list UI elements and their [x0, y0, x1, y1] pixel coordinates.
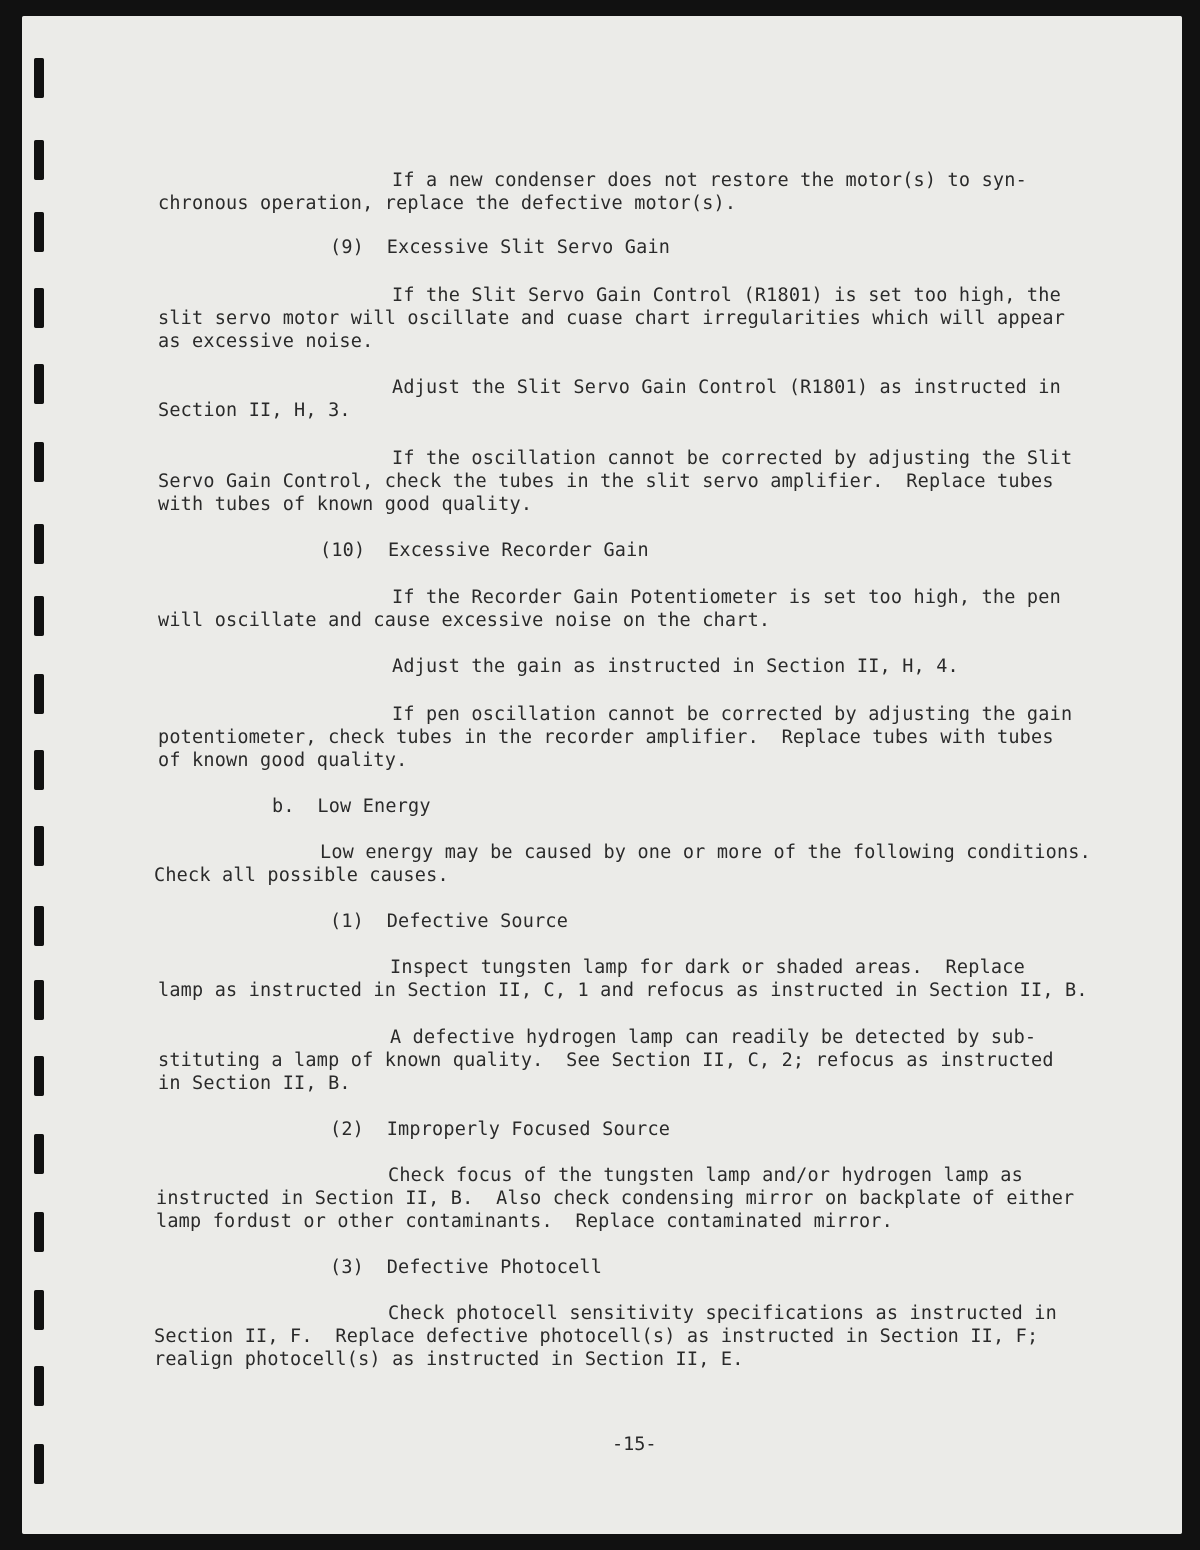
- text-line: Check focus of the tungsten lamp and/or hydrogen lamp as: [388, 1165, 1023, 1186]
- binding-hole: [34, 750, 44, 790]
- text-line: If the oscillation cannot be corrected by adjusting the Slit: [392, 448, 1073, 469]
- binding-hole: [34, 1366, 44, 1406]
- text-line: realign photocell(s) as instructed in Section II, E.: [154, 1349, 744, 1370]
- text-line: potentiometer, check tubes in the recorder amplifier. Replace tubes with tubes: [158, 727, 1054, 748]
- text-line: lamp as instructed in Section II, C, 1 and refocus as instructed in Section II, B.: [158, 980, 1088, 1001]
- section-heading: (3) Defective Photocell: [330, 1257, 603, 1278]
- binding-hole: [34, 1212, 44, 1252]
- text-line: chronous operation, replace the defective motor(s).: [158, 193, 737, 214]
- binding-hole: [34, 1134, 44, 1174]
- text-line: slit servo motor will oscillate and cuase chart irregularities which will appear: [158, 308, 1066, 329]
- text-line: instructed in Section II, B. Also check condensing mirror on backplate of either: [156, 1188, 1075, 1209]
- binding-hole: [34, 524, 44, 564]
- page-number: -15-: [612, 1434, 657, 1455]
- text-line: If the Slit Servo Gain Control (R1801) is set too high, the: [392, 285, 1061, 306]
- binding-hole: [34, 288, 44, 328]
- binding-hole: [34, 826, 44, 866]
- text-line: If pen oscillation cannot be corrected by adjusting the gain: [392, 704, 1073, 725]
- text-line: will oscillate and cause excessive noise on the chart.: [158, 610, 771, 631]
- section-heading: (1) Defective Source: [330, 911, 569, 932]
- text-line: Low energy may be caused by one or more of the following conditions.: [320, 842, 1091, 863]
- text-line: Servo Gain Control, check the tubes in the slit servo amplifier. Replace tubes: [158, 471, 1054, 492]
- text-line: with tubes of known good quality.: [158, 494, 533, 515]
- binding-hole: [34, 980, 44, 1020]
- binding-hole: [34, 212, 44, 252]
- binding-hole: [34, 1444, 44, 1484]
- text-line: If the Recorder Gain Potentiometer is set too high, the pen: [392, 587, 1061, 608]
- section-heading: (10) Excessive Recorder Gain: [320, 540, 649, 561]
- binding-hole: [34, 364, 44, 404]
- text-line: Section II, H, 3.: [158, 400, 351, 421]
- text-line: Check photocell sensitivity specifications as instructed in: [388, 1303, 1057, 1324]
- document-page: [22, 16, 1182, 1534]
- text-line: of known good quality.: [158, 750, 408, 771]
- text-line: lamp fordust or other contaminants. Replace contaminated mirror.: [156, 1211, 893, 1232]
- text-line: as excessive noise.: [158, 331, 374, 352]
- binding-hole: [34, 1290, 44, 1330]
- text-line: If a new condenser does not restore the motor(s) to syn-: [392, 170, 1027, 191]
- section-heading: (9) Excessive Slit Servo Gain: [330, 237, 671, 258]
- binding-hole: [34, 906, 44, 946]
- section-heading: (2) Improperly Focused Source: [330, 1119, 671, 1140]
- text-line: Adjust the gain as instructed in Section II, H, 4.: [392, 656, 959, 677]
- binding-hole: [34, 674, 44, 714]
- text-line: Inspect tungsten lamp for dark or shaded areas. Replace: [390, 957, 1025, 978]
- binding-hole: [34, 140, 44, 180]
- text-line: Check all possible causes.: [154, 865, 449, 886]
- text-line: A defective hydrogen lamp can readily be detected by sub-: [390, 1027, 1037, 1048]
- binding-hole: [34, 58, 44, 98]
- binding-hole: [34, 442, 44, 482]
- binding-hole: [34, 1056, 44, 1096]
- text-line: Section II, F. Replace defective photocell(s) as instructed in Section II, F;: [154, 1326, 1039, 1347]
- binding-hole: [34, 596, 44, 636]
- text-line: stituting a lamp of known quality. See Section II, C, 2; refocus as instructed: [158, 1050, 1054, 1071]
- text-line: in Section II, B.: [158, 1073, 351, 1094]
- text-line: Adjust the Slit Servo Gain Control (R1801) as instructed in: [392, 377, 1061, 398]
- section-heading: b. Low Energy: [272, 796, 431, 817]
